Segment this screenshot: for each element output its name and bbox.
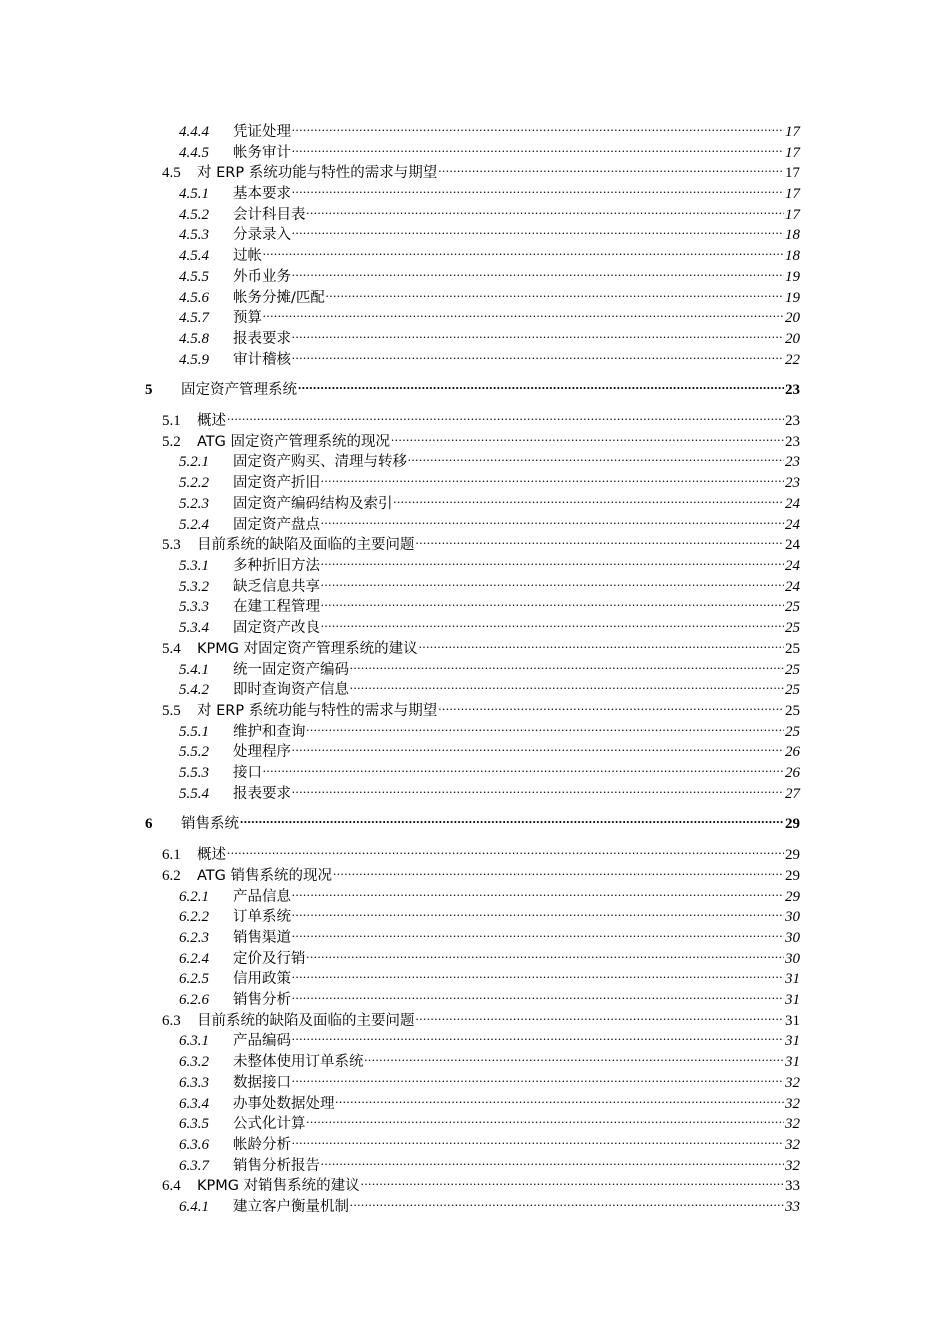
toc-entry-level3[interactable] [179, 1108, 800, 1132]
toc-dot-leader [438, 695, 784, 715]
toc-entry-page-number: 17 [785, 124, 800, 140]
toc-entry-title: 报表要求 [233, 331, 291, 347]
toc-dot-leader [292, 963, 784, 983]
toc-dot-leader [292, 778, 784, 798]
toc-entry-number: 6.3.4 [179, 1096, 209, 1112]
toc-dot-leader [350, 674, 784, 694]
toc-entry-title: 维护和查询 [233, 724, 306, 740]
toc-entry-page-number: 23 [785, 413, 800, 429]
toc-entry-number: 5.5 [162, 703, 181, 719]
toc-entry-number: 6.3.6 [179, 1137, 209, 1153]
toc-entry-page-number: 25 [785, 599, 800, 615]
toc-entry-title: 概述 [197, 847, 226, 863]
toc-entry-level2[interactable] [162, 695, 800, 719]
toc-dot-leader [307, 1108, 785, 1128]
toc-entry-level3[interactable] [179, 757, 800, 781]
toc-dot-leader [298, 374, 784, 394]
toc-entry-number: 5.5.4 [179, 786, 209, 802]
toc-entry-level2[interactable] [162, 426, 800, 450]
toc-entry-number: 4.5.7 [179, 310, 209, 326]
toc-entry-level3[interactable] [179, 1025, 800, 1049]
toc-dot-leader [263, 302, 784, 322]
toc-entry-title: 建立客户衡量机制 [233, 1199, 349, 1215]
toc-entry-number: 6.2.1 [179, 889, 209, 905]
toc-entry-level3[interactable] [179, 943, 800, 967]
toc-entry-title: 过帐 [233, 248, 262, 264]
toc-entry-page-number: 29 [785, 868, 800, 884]
toc-entry-page-number: 24 [785, 537, 800, 553]
toc-entry-title: 多种折旧方法 [233, 558, 320, 574]
toc-entry-page-number: 24 [785, 579, 800, 595]
toc-entry-page-number: 23 [785, 434, 800, 450]
toc-entry-title: 订单系统 [233, 909, 291, 925]
toc-entry-level2[interactable] [162, 1170, 800, 1194]
toc-entry-level3[interactable] [179, 282, 800, 306]
toc-entry-title: 销售系统 [181, 816, 239, 832]
toc-dot-leader [321, 509, 784, 529]
toc-entry-level3[interactable] [179, 240, 800, 264]
toc-entry-page-number: 17 [785, 165, 800, 181]
toc-dot-leader [292, 736, 784, 756]
toc-dot-leader [227, 405, 784, 425]
toc-entry-title: 固定资产购买、清理与转移 [233, 454, 407, 470]
toc-entry-level3[interactable] [179, 116, 800, 140]
toc-dot-leader [307, 199, 785, 219]
toc-entry-level3[interactable] [179, 446, 800, 470]
toc-entry-page-number: 22 [785, 352, 800, 368]
toc-entry-level3[interactable] [179, 571, 800, 595]
toc-dot-leader [391, 426, 784, 446]
toc-entry-level3[interactable] [179, 1150, 800, 1174]
toc-entry-title: 销售渠道 [233, 930, 291, 946]
toc-entry-level2[interactable] [162, 529, 800, 553]
toc-entry-title: 即时查询资产信息 [233, 682, 349, 698]
toc-entry-number: 6.2.4 [179, 951, 209, 967]
toc-dot-leader [321, 467, 784, 487]
toc-dot-leader [240, 808, 784, 828]
toc-entry-number: 4.5.4 [179, 248, 209, 264]
toc-entry-title: 定价及行销 [233, 951, 306, 967]
toc-entry-title: 预算 [233, 310, 262, 326]
toc-entry-number: 6.3.3 [179, 1075, 209, 1091]
toc-dot-leader [292, 1025, 784, 1045]
toc-entry-page-number: 17 [785, 207, 800, 223]
toc-entry-page-number: 17 [785, 186, 800, 202]
toc-dot-leader [321, 591, 784, 611]
toc-entry-number: 6.2.6 [179, 992, 209, 1008]
toc-entry-level2[interactable] [162, 860, 800, 884]
toc-dot-leader [292, 1067, 784, 1087]
toc-entry-title: 固定资产改良 [233, 620, 320, 636]
toc-entry-page-number: 24 [785, 496, 800, 512]
toc-entry-level3[interactable] [179, 674, 800, 698]
toc-entry-number: 4.5.3 [179, 227, 209, 243]
toc-entry-page-number: 29 [785, 816, 800, 832]
toc-entry-page-number: 24 [785, 558, 800, 574]
toc-dot-leader [416, 529, 785, 549]
toc-entry-level2[interactable] [162, 405, 800, 429]
toc-entry-level3[interactable] [179, 550, 800, 574]
toc-entry-title: 在建工程管理 [233, 599, 320, 615]
toc-entry-level3[interactable] [179, 778, 800, 802]
toc-dot-leader [307, 943, 785, 963]
toc-entry-number: 5 [145, 382, 153, 398]
toc-entry-number: 6.2.5 [179, 971, 209, 987]
toc-dot-leader [292, 219, 784, 239]
toc-entry-level3[interactable] [179, 178, 800, 202]
toc-entry-title: 办事处数据处理 [233, 1096, 335, 1112]
toc-entry-title: 目前系统的缺陷及面临的主要问题 [197, 537, 415, 553]
toc-entry-level3[interactable] [179, 1088, 800, 1112]
toc-entry-level3[interactable] [179, 344, 800, 368]
toc-entry-number: 5.1 [162, 413, 181, 429]
toc-entry-title: 固定资产管理系统 [181, 382, 297, 398]
toc-entry-number: 6.2.3 [179, 930, 209, 946]
toc-entry-page-number: 30 [785, 951, 800, 967]
toc-entry-title: 外币业务 [233, 269, 291, 285]
toc-entry-title: 审计稽核 [233, 352, 291, 368]
toc-entry-title: 凭证处理 [233, 124, 291, 140]
toc-entry-number: 4.5.5 [179, 269, 209, 285]
toc-entry-title: 处理程序 [233, 744, 291, 760]
toc-entry-level3[interactable] [179, 612, 800, 636]
toc-dot-leader [321, 571, 784, 591]
toc-entry-page-number: 31 [785, 992, 800, 1008]
toc-entry-level3[interactable] [179, 509, 800, 533]
toc-dot-leader [438, 157, 784, 177]
toc-entry-title: 固定资产折旧 [233, 475, 320, 491]
toc-entry-title: 接口 [233, 765, 262, 781]
toc-entry-number: 5.4.2 [179, 682, 209, 698]
toc-entry-number: 4.5.2 [179, 207, 209, 223]
toc-dot-leader [321, 550, 784, 570]
toc-entry-title: 统一固定资产编码 [233, 662, 349, 678]
toc-entry-number: 4.5.6 [179, 290, 209, 306]
toc-entry-title: 未整体使用订单系统 [233, 1054, 364, 1070]
toc-dot-leader [292, 178, 784, 198]
toc-dot-leader [292, 261, 784, 281]
toc-entry-page-number: 23 [785, 475, 800, 491]
toc-dot-leader [336, 1088, 785, 1108]
toc-dot-leader [321, 612, 784, 632]
toc-entry-number: 4.5.1 [179, 186, 209, 202]
toc-entry-page-number: 25 [785, 620, 800, 636]
toc-entry-page-number: 26 [785, 744, 800, 760]
toc-entry-page-number: 30 [785, 909, 800, 925]
toc-entry-level2[interactable] [162, 1005, 800, 1029]
toc-entry-title: 分录录入 [233, 227, 291, 243]
toc-dot-leader [350, 654, 784, 674]
toc-dot-leader [292, 137, 784, 157]
toc-entry-title: KPMG 对销售系统的建议 [197, 1178, 360, 1194]
toc-entry-title: 缺乏信息共享 [233, 579, 320, 595]
toc-entry-title: ATG 固定资产管理系统的现况 [197, 434, 390, 450]
toc-entry-number: 6.2.2 [179, 909, 209, 925]
toc-entry-number: 6.3.2 [179, 1054, 209, 1070]
toc-entry-number: 6.3 [162, 1013, 181, 1029]
toc-entry-number: 5.3.3 [179, 599, 209, 615]
toc-entry-level3[interactable] [179, 901, 800, 925]
toc-entry-page-number: 32 [785, 1137, 800, 1153]
toc-dot-leader [365, 1046, 785, 1066]
toc-entry-number: 5.2.1 [179, 454, 209, 470]
toc-entry-title: 固定资产盘点 [233, 517, 320, 533]
toc-dot-leader [292, 984, 784, 1004]
toc-entry-page-number: 31 [785, 1013, 800, 1029]
toc-dot-leader [292, 881, 784, 901]
toc-entry-number: 4.4.5 [179, 145, 209, 161]
toc-entry-page-number: 33 [785, 1178, 800, 1194]
toc-entry-title: ATG 销售系统的现况 [197, 868, 332, 884]
toc-entry-level3[interactable] [179, 1129, 800, 1153]
toc-entry-level3[interactable] [179, 219, 800, 243]
toc-entry-page-number: 30 [785, 930, 800, 946]
toc-entry-number: 6.3.5 [179, 1116, 209, 1132]
toc-entry-number: 5.3.4 [179, 620, 209, 636]
toc-entry-number: 6.4.1 [179, 1199, 209, 1215]
toc-dot-leader [307, 716, 785, 736]
toc-dot-leader [361, 1170, 784, 1190]
toc-entry-page-number: 29 [785, 847, 800, 863]
toc-entry-number: 4.5 [162, 165, 181, 181]
toc-entry-page-number: 20 [785, 310, 800, 326]
toc-entry-title: 对 ERP 系统功能与特性的需求与期望 [197, 165, 438, 181]
toc-dot-leader [263, 757, 784, 777]
toc-entry-level3[interactable] [179, 467, 800, 491]
toc-entry-level1[interactable] [145, 374, 800, 398]
toc-entry-level3[interactable] [179, 137, 800, 161]
toc-entry-level3[interactable] [179, 1191, 800, 1215]
toc-entry-number: 5.2 [162, 434, 181, 450]
toc-entry-page-number: 25 [785, 682, 800, 698]
toc-entry-number: 6.4 [162, 1178, 181, 1194]
toc-entry-number: 4.5.9 [179, 352, 209, 368]
toc-entry-page-number: 20 [785, 331, 800, 347]
toc-entry-level3[interactable] [179, 881, 800, 905]
toc-entry-number: 6.1 [162, 847, 181, 863]
toc-entry-page-number: 17 [785, 145, 800, 161]
toc-entry-title: 销售分析 [233, 992, 291, 1008]
toc-entry-number: 5.3.2 [179, 579, 209, 595]
toc-entry-page-number: 25 [785, 641, 800, 657]
toc-entry-title: 会计科目表 [233, 207, 306, 223]
toc-entry-level2[interactable] [162, 633, 800, 657]
toc-dot-leader [227, 839, 784, 859]
toc-dot-leader [326, 282, 784, 302]
toc-dot-leader [416, 1005, 785, 1025]
toc-entry-number: 6 [145, 816, 153, 832]
toc-entry-level3[interactable] [179, 654, 800, 678]
toc-dot-leader [394, 488, 785, 508]
toc-entry-number: 5.3.1 [179, 558, 209, 574]
toc-entry-page-number: 19 [785, 290, 800, 306]
toc-entry-level3[interactable] [179, 261, 800, 285]
toc-dot-leader [263, 240, 784, 260]
toc-entry-number: 5.5.2 [179, 744, 209, 760]
toc-entry-level3[interactable] [179, 736, 800, 760]
toc-entry-level3[interactable] [179, 302, 800, 326]
toc-entry-level3[interactable] [179, 591, 800, 615]
toc-entry-number: 5.4.1 [179, 662, 209, 678]
toc-dot-leader [333, 860, 784, 880]
toc-entry-level3[interactable] [179, 488, 800, 512]
toc-entry-number: 4.4.4 [179, 124, 209, 140]
toc-entry-number: 6.2 [162, 868, 181, 884]
toc-entry-page-number: 32 [785, 1116, 800, 1132]
toc-entry-level3[interactable] [179, 963, 800, 987]
toc-entry-page-number: 18 [785, 227, 800, 243]
toc-entry-level3[interactable] [179, 199, 800, 223]
toc-entry-title: 目前系统的缺陷及面临的主要问题 [197, 1013, 415, 1029]
toc-entry-level1[interactable] [145, 808, 800, 832]
toc-entry-level3[interactable] [179, 323, 800, 347]
toc-entry-page-number: 23 [785, 382, 800, 398]
toc-entry-page-number: 31 [785, 1033, 800, 1049]
toc-entry-title: 公式化计算 [233, 1116, 306, 1132]
toc-entry-level3[interactable] [179, 1046, 800, 1070]
toc-entry-page-number: 26 [785, 765, 800, 781]
toc-entry-title: 信用政策 [233, 971, 291, 987]
toc-entry-title: 固定资产编码结构及索引 [233, 496, 393, 512]
toc-entry-number: 6.3.1 [179, 1033, 209, 1049]
toc-entry-page-number: 25 [785, 662, 800, 678]
toc-dot-leader [292, 922, 784, 942]
toc-entry-number: 6.3.7 [179, 1158, 209, 1174]
toc-dot-leader [408, 446, 784, 466]
toc-entry-title: 报表要求 [233, 786, 291, 802]
toc-entry-page-number: 18 [785, 248, 800, 264]
toc-entry-title: 帐务分摊/匹配 [233, 290, 325, 306]
toc-entry-number: 4.5.8 [179, 331, 209, 347]
toc-entry-title: 基本要求 [233, 186, 291, 202]
toc-entry-title: 产品编码 [233, 1033, 291, 1049]
toc-dot-leader [292, 344, 784, 364]
toc-entry-page-number: 32 [785, 1158, 800, 1174]
toc-entry-page-number: 23 [785, 454, 800, 470]
toc-entry-number: 5.5.1 [179, 724, 209, 740]
toc-entry-page-number: 32 [785, 1075, 800, 1091]
toc-entry-title: KPMG 对固定资产管理系统的建议 [197, 641, 418, 657]
toc-dot-leader [292, 901, 784, 921]
toc-entry-title: 对 ERP 系统功能与特性的需求与期望 [197, 703, 438, 719]
toc-entry-number: 5.2.3 [179, 496, 209, 512]
toc-dot-leader [321, 1150, 784, 1170]
toc-entry-page-number: 25 [785, 724, 800, 740]
toc-entry-level3[interactable] [179, 716, 800, 740]
toc-entry-page-number: 32 [785, 1096, 800, 1112]
toc-dot-leader [419, 633, 784, 653]
toc-entry-number: 5.5.3 [179, 765, 209, 781]
toc-entry-page-number: 31 [785, 971, 800, 987]
toc-dot-leader [292, 323, 784, 343]
toc-entry-number: 5.2.2 [179, 475, 209, 491]
toc-entry-title: 数据接口 [233, 1075, 291, 1091]
toc-entry-number: 5.2.4 [179, 517, 209, 533]
toc-entry-title: 帐龄分析 [233, 1137, 291, 1153]
toc-entry-level3[interactable] [179, 1067, 800, 1091]
toc-entry-number: 5.3 [162, 537, 181, 553]
toc-entry-page-number: 29 [785, 889, 800, 905]
toc-dot-leader [292, 1129, 784, 1149]
toc-entry-page-number: 24 [785, 517, 800, 533]
toc-entry-level2[interactable] [162, 157, 800, 181]
toc-entry-level3[interactable] [179, 984, 800, 1008]
toc-entry-page-number: 31 [785, 1054, 800, 1070]
toc-entry-title: 帐务审计 [233, 145, 291, 161]
toc-entry-level3[interactable] [179, 922, 800, 946]
toc-entry-title: 销售分析报告 [233, 1158, 320, 1174]
toc-entry-page-number: 33 [785, 1199, 800, 1215]
toc-dot-leader [350, 1191, 784, 1211]
toc-entry-number: 5.4 [162, 641, 181, 657]
toc-entry-title: 产品信息 [233, 889, 291, 905]
toc-entry-level2[interactable] [162, 839, 800, 863]
toc-entry-page-number: 19 [785, 269, 800, 285]
toc-entry-page-number: 25 [785, 703, 800, 719]
toc-entry-page-number: 27 [785, 786, 800, 802]
toc-entry-title: 概述 [197, 413, 226, 429]
toc-dot-leader [292, 116, 784, 136]
